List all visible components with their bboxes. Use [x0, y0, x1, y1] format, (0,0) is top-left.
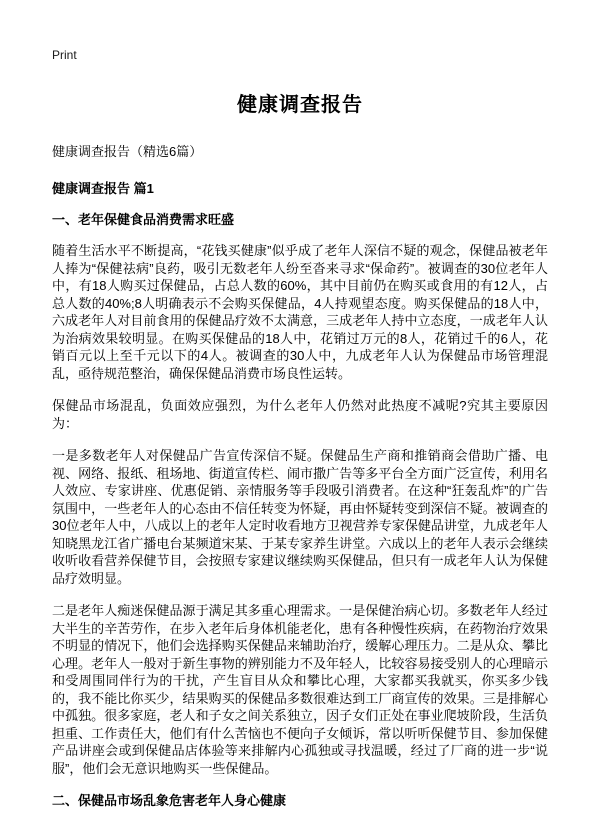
section-heading: 二、保健品市场乱象危害老年人身心健康 [52, 793, 287, 808]
page-title: 健康调查报告 [237, 94, 363, 116]
paragraph: 二是老年人痴迷保健品源于满足其多重心理需求。一是保健治病心切。多数老年人经过大半生的辛苦劳作，在步入老年后身体机能老化，患有各种慢性疾病，在药物治疗效果不明显的情况下，他们会选择购买保健品来辅助治疗，缓解心理压力。二是从众、攀比心理。老年人一般对于新生事物的辨别能力不及年轻人，比较容易接受别人的心理暗示和受周围同伴行为的干扰，产生盲目从众和攀比心理，大家都买我就买，你买多少钱的，我不能比你买少，结果购买的保健品多数很难达到工厂商宣传的效果。三是排解心中孤独。很多家庭，老人和子女之间关系独立，因子女们正处在事业爬坡阶段，生活负担重、工作责任大，他们有什么苦恼也不便向子女倾诉，常以听听保健节目、参加保健产品讲座会或到保健品店体验等来排解内心孤独或寻找温暖，经过了厂商的进一步“说服”，他们会无意识地购买一些保健品。 [52, 603, 548, 776]
section-heading: 一、老年保健食品消费需求旺盛 [52, 212, 235, 227]
document-body [52, 180, 548, 809]
print-link[interactable]: Print [52, 48, 77, 62]
paragraph: 保健品市场混乱，负面效应强烈，为什么老年人仍然对此热度不减呢?究其主要原因为： [52, 398, 548, 431]
page-subtitle: 健康调查报告（精选6篇） [52, 144, 203, 159]
paragraph: 随着生活水平不断提高，“花钱买健康”似乎成了老年人深信不疑的观念，保健品被老年人捧为“保健祛病”良药，吸引无数老年人纷至沓来寻求“保命药”。被调查的30位老年人中，有18人购买过保健品，占总人数的60%，其中目前仍在购买或食用的有12人，占总人数的40%;8人明确表示不会购买保健品，4人持观望态度。购买保健品的18人中，六成老年人对目前食用的保健品疗效不太满意，三成老年人持中立态度，一成老年人认为治病效果较明显。在购买保健品的18人中，花销过万元的8人，花销过千的6人，花销百元以上至千元以下的4人。被调查的30人中，九成老年人认为保健品市场管理混乱，亟待规范整治，确保保健品消费市场良性运转。 [52, 243, 548, 381]
paragraph: 一是多数老年人对保健品广告宣传深信不疑。保健品生产商和推销商会借助广播、电视、网络、报纸、租场地、街道宣传栏、闹市撒广告等多平台全方面广泛宣传，利用名人效应、专家讲座、优惠促销、亲情服务等手段吸引消费者。在这种“狂轰乱炸”的广告氛围中，一些老年人的心态由不信任转变为怀疑，再由怀疑转变到深信不疑。被调查的30位老年人中，八成以上的老年人定时收看地方卫视营养专家保健品讲堂，九成老年人知晓黑龙江省广播电台某频道宋某、于某专家养生讲堂。六成以上的老年人表示会继续收听收看营养保健节目，会按照专家建议继续购买保健品，但只有一成老年人认为保健品疗效明显。 [52, 448, 548, 586]
section-heading: 健康调查报告 篇1 [52, 181, 154, 196]
